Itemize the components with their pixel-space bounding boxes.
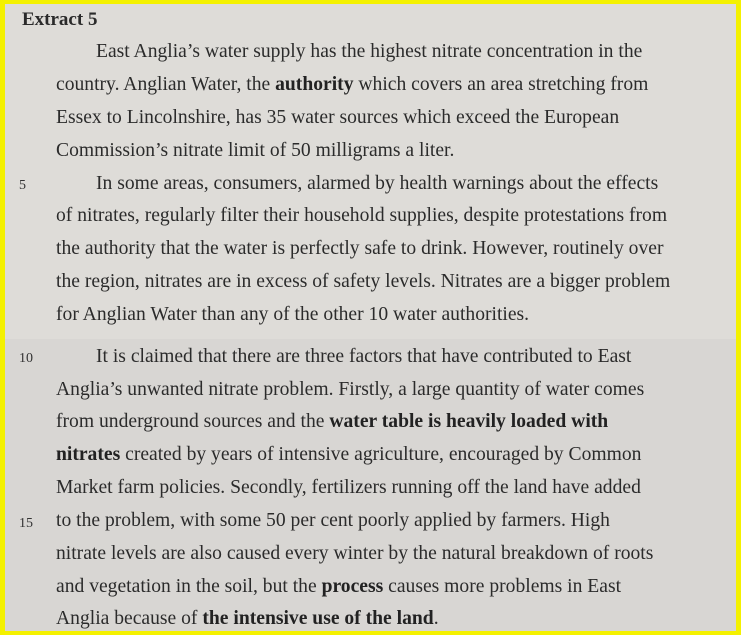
line-number-10: 10: [19, 351, 33, 366]
text-line: and vegetation in the soil, but the process causes more problems in East: [56, 576, 622, 597]
text-line: for Anglian Water than any of the other 10 water authorities.: [56, 304, 530, 325]
bold-term: water table is heavily loaded with: [329, 411, 609, 432]
bold-term: process: [321, 576, 384, 597]
text-line: Essex to Lincolnshire, has 35 water sources which exceed the European: [56, 107, 620, 128]
text-line: from underground sources and the water table is heavily loaded with: [56, 411, 609, 432]
extract-panel: [5, 4, 736, 631]
text-line: Anglia because of the intensive use of the land.: [56, 608, 439, 629]
text-line: In some areas, consumers, alarmed by health warnings about the effects: [96, 173, 659, 194]
extract-heading: Extract 5: [22, 9, 98, 30]
text-line: to the problem, with some 50 per cent poorly applied by farmers. High: [56, 510, 610, 531]
text-line: nitrates created by years of intensive agriculture, encouraged by Common: [56, 444, 642, 465]
line-number-15: 15: [19, 516, 33, 531]
text-line: nitrate levels are also caused every winter by the natural breakdown of roots: [56, 543, 654, 564]
text-line: Anglia’s unwanted nitrate problem. Firstly, a large quantity of water comes: [56, 379, 645, 400]
bold-term: nitrates: [56, 444, 121, 465]
text-line: the region, nitrates are in excess of safety levels. Nitrates are a bigger problem: [56, 271, 671, 292]
bold-term: the intensive use of the land: [202, 608, 434, 629]
bold-term: authority: [275, 74, 354, 95]
text-line: country. Anglian Water, the authority which covers an area stretching from: [56, 74, 649, 95]
text-line: the authority that the water is perfectly safe to drink. However, routinely over: [56, 238, 664, 259]
text-line: East Anglia’s water supply has the highest nitrate concentration in the: [96, 41, 643, 62]
text-line: It is claimed that there are three factors that have contributed to East: [96, 346, 632, 367]
text-line: Market farm policies. Secondly, fertilizers running off the land have added: [56, 477, 641, 498]
line-number-5: 5: [19, 178, 26, 193]
text-line: Commission’s nitrate limit of 50 milligrams a liter.: [56, 140, 455, 161]
text-line: of nitrates, regularly filter their household supplies, despite protestations from: [56, 205, 668, 226]
